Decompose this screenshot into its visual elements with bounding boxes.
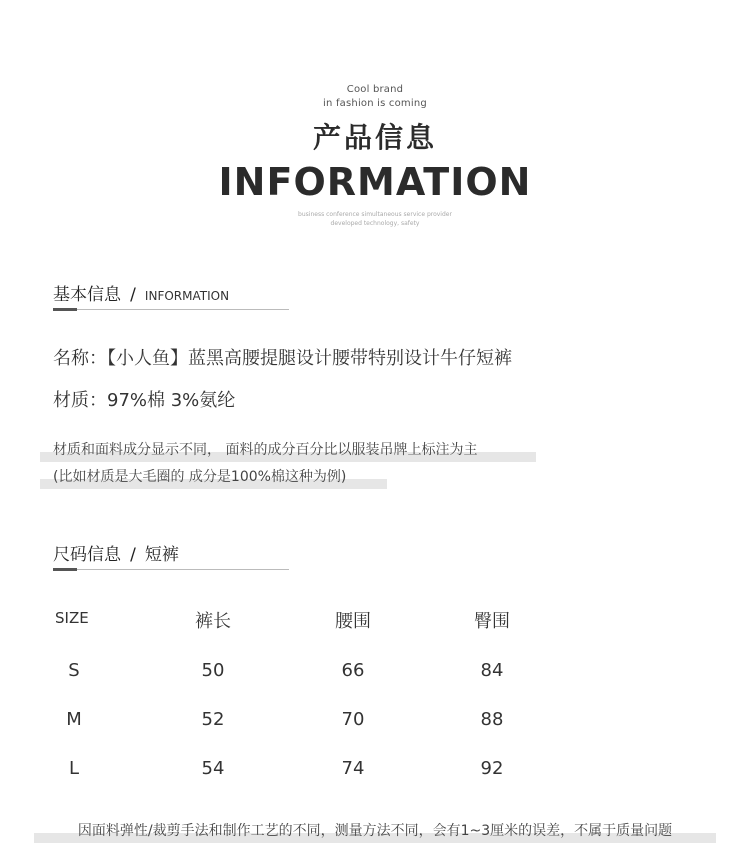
hip-cell: 84: [480, 660, 504, 681]
basic-info-heading-separator: /: [130, 285, 136, 305]
footer-note: 因面料弹性/裁剪手法和制作工艺的不同，测量方法不同，会有1~3厘米的误差，不属于质量问题: [77, 823, 673, 839]
title-english: INFORMATION: [218, 160, 532, 204]
column-header-waist: 腰围: [335, 611, 371, 632]
title-chinese: 产品信息: [312, 121, 437, 154]
basic-info-heading: [53, 280, 289, 310]
column-header-hip: 臀围: [474, 611, 510, 632]
product-name: 名称：【小人鱼】蓝黑高腰提腿设计腰带特别设计牛仔短裤: [53, 348, 512, 369]
column-header-size: SIZE: [55, 609, 89, 627]
size-info-heading-sub: 短裤: [144, 545, 179, 565]
waist-cell: 74: [341, 758, 365, 779]
size-info-heading-separator: /: [130, 545, 136, 565]
brand-line-1: Cool brand: [346, 84, 404, 95]
length-cell: 54: [201, 758, 225, 779]
subtitle-line-1: business conference simultaneous service provider: [298, 211, 452, 218]
subtitle-line-2: developed technology, safety: [330, 220, 420, 227]
basic-info-heading-cn: 基本信息: [53, 285, 121, 305]
product-material: 材质：97%棉 3%氨纶: [53, 390, 236, 411]
basic-info-divider-accent: [53, 308, 77, 311]
size-info-heading: [53, 540, 289, 570]
material-note-line-1: 材质和面料成分显示不同， 面料的成分百分比以服装吊牌上标注为主: [53, 442, 478, 458]
length-cell: 52: [201, 709, 225, 730]
brand-line-2: in fashion is coming: [323, 98, 427, 109]
size-info-divider: [53, 569, 289, 570]
basic-info-divider: [53, 309, 289, 310]
size-cell: M: [66, 709, 82, 730]
waist-cell: 66: [341, 660, 365, 681]
material-note-line-2: (比如材质是大毛圈的 成分是100%棉这种为例): [53, 469, 347, 485]
column-header-length: 裤长: [195, 611, 231, 632]
hip-cell: 92: [480, 758, 504, 779]
size-cell: S: [68, 660, 80, 681]
hip-cell: 88: [480, 709, 504, 730]
size-cell: L: [68, 758, 80, 779]
waist-cell: 70: [341, 709, 365, 730]
size-info-divider-accent: [53, 568, 77, 571]
length-cell: 50: [201, 660, 225, 681]
size-info-heading-cn: 尺码信息: [53, 545, 121, 565]
basic-info-heading-en: INFORMATION: [144, 289, 230, 303]
